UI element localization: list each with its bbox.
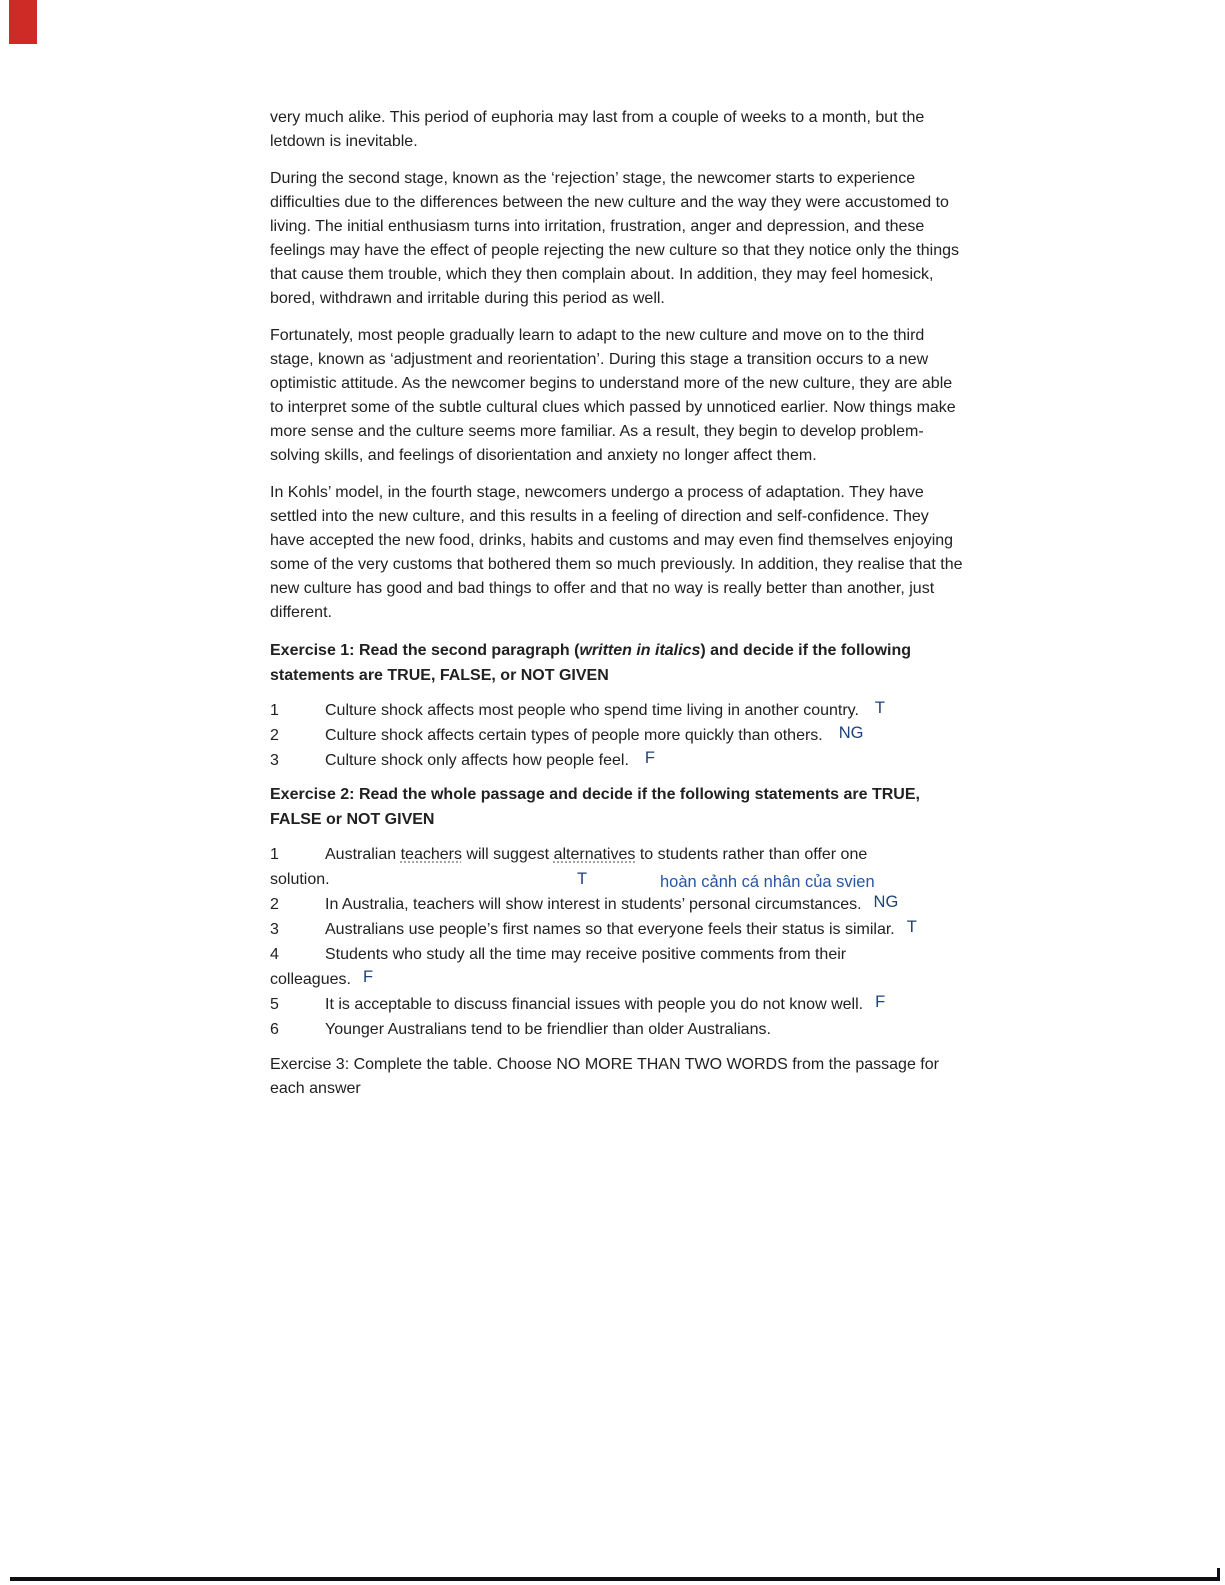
paragraph-rejection-stage: During the second stage, known as the ‘rejection’ stage, the newcomer starts to experience difficulties due to the differences between the new culture and the way they were accustomed to living. The initial enthusiasm turns into irritation, frustration, anger and depression, and these feelings may have the effect of people rejecting the new culture so that they notice only the things that cause them trouble, which they then complain about. In addition, they may feel homesick, bored, withdrawn and irritable during this period as well. xyxy=(270,170,960,307)
answer-true: T xyxy=(874,699,886,717)
item-number: 4 xyxy=(270,946,279,963)
answer-false: F xyxy=(362,968,374,986)
item-number: 5 xyxy=(270,996,279,1013)
item-text-segment: Australian xyxy=(325,846,401,863)
answer-false: F xyxy=(644,749,655,767)
item-number: 3 xyxy=(270,921,279,938)
item-text: Culture shock affects most people who spend time living in another country. xyxy=(325,702,859,719)
item-number: 1 xyxy=(270,846,279,863)
table-border-tick xyxy=(1217,1568,1220,1581)
exercise1-heading-italic: written in italics xyxy=(579,642,701,659)
item-text: Culture shock affects certain types of people more quickly than others. xyxy=(325,727,823,744)
item-text-segment: to students rather than offer one xyxy=(635,846,868,863)
exercise1-items xyxy=(270,698,964,773)
item-text: Students who study all the time may receive positive comments from their xyxy=(325,946,847,963)
item-number: 2 xyxy=(270,727,279,744)
exercise1-heading-prefix: Exercise 1: Read the second paragraph ( xyxy=(270,642,580,659)
red-corner-mark xyxy=(9,0,37,44)
item-text: Australians use people’s first names so that everyone feels their status is similar. xyxy=(325,921,895,938)
exercise1-heading-suffix: ) and decide if the following statements are TRUE, FALSE, or NOT GIVEN xyxy=(270,642,912,684)
item-text-segment: will suggest xyxy=(461,846,554,863)
exercise2-item-2 xyxy=(270,892,964,917)
vietnamese-note: hoàn cảnh cá nhân của svien xyxy=(660,873,875,891)
item-text-underlined-alternatives: alternatives xyxy=(553,846,636,863)
item-text: In Australia, teachers will show interest in students’ personal circumstances. xyxy=(325,896,862,913)
answer-true: T xyxy=(906,918,917,936)
paragraph-euphoria: very much alike. This period of euphoria may last from a couple of weeks to a month, but the letdown is inevitable. xyxy=(270,109,925,150)
paragraph-adjustment-stage: Fortunately, most people gradually learn to adapt to the new culture and move on to the third stage, known as ‘adjustment and reorientation’. During this stage a transition occurs to a new optimistic attitude. As the newcomer begins to understand more of the new culture, they are able to interpret some of the subtle cultural clues which passed by unnoticed earlier. Now things make more sense and the culture seems more familiar. As a result, they begin to develop problem-solving skills, and feelings of disorientation and anxiety no longer affect them. xyxy=(270,327,956,464)
answer-not-given: NG xyxy=(838,724,864,742)
answer-true: T xyxy=(577,870,588,888)
item-number: 1 xyxy=(270,702,279,719)
item-number: 3 xyxy=(270,752,279,769)
item-text-underlined-teachers: teachers xyxy=(400,846,462,863)
exercise1-heading xyxy=(270,638,964,688)
exercise2-item-4 xyxy=(270,942,964,992)
answer-not-given: NG xyxy=(873,893,899,911)
item-text: It is acceptable to discuss financial issues with people you do not know well. xyxy=(325,996,864,1013)
exercise3-instruction: Exercise 3: Complete the table. Choose NO MORE THAN TWO WORDS from the passage for each answer xyxy=(270,1056,939,1097)
item-text-wrap: colleagues. xyxy=(270,971,351,988)
answer-false: F xyxy=(875,993,886,1011)
item-text-wrap: solution. xyxy=(270,871,330,888)
item-text: Culture shock only affects how people feel. xyxy=(325,752,629,769)
exercise1-item-3 xyxy=(270,748,964,773)
page-content xyxy=(270,106,964,1101)
exercise2-item-1 xyxy=(270,842,964,892)
exercise2-items xyxy=(270,842,964,1042)
exercise2-item-6 xyxy=(270,1017,964,1042)
item-number: 2 xyxy=(270,896,279,913)
exercise1-item-1 xyxy=(270,698,964,723)
paragraph-adaptation-stage: In Kohls’ model, in the fourth stage, newcomers undergo a process of adaptation. They have settled into the new culture, and this results in a feeling of direction and self-confidence. They have accepted the new food, drinks, habits and customs and may even find themselves enjoying some of the very customs that bothered them so much previously. In addition, they realise that the new culture has good and bad things to offer and that no way is really better than another, just different. xyxy=(270,484,963,621)
table-top-border xyxy=(10,1577,1220,1581)
item-number: 6 xyxy=(270,1021,279,1038)
exercise2-item-3 xyxy=(270,917,964,942)
item-text: Younger Australians tend to be friendlier than older Australians. xyxy=(325,1021,771,1038)
exercise1-item-2 xyxy=(270,723,964,748)
exercise2-heading: Exercise 2: Read the whole passage and decide if the following statements are TRUE, FALSE or NOT GIVEN xyxy=(270,786,920,828)
exercise2-item-5 xyxy=(270,992,964,1017)
